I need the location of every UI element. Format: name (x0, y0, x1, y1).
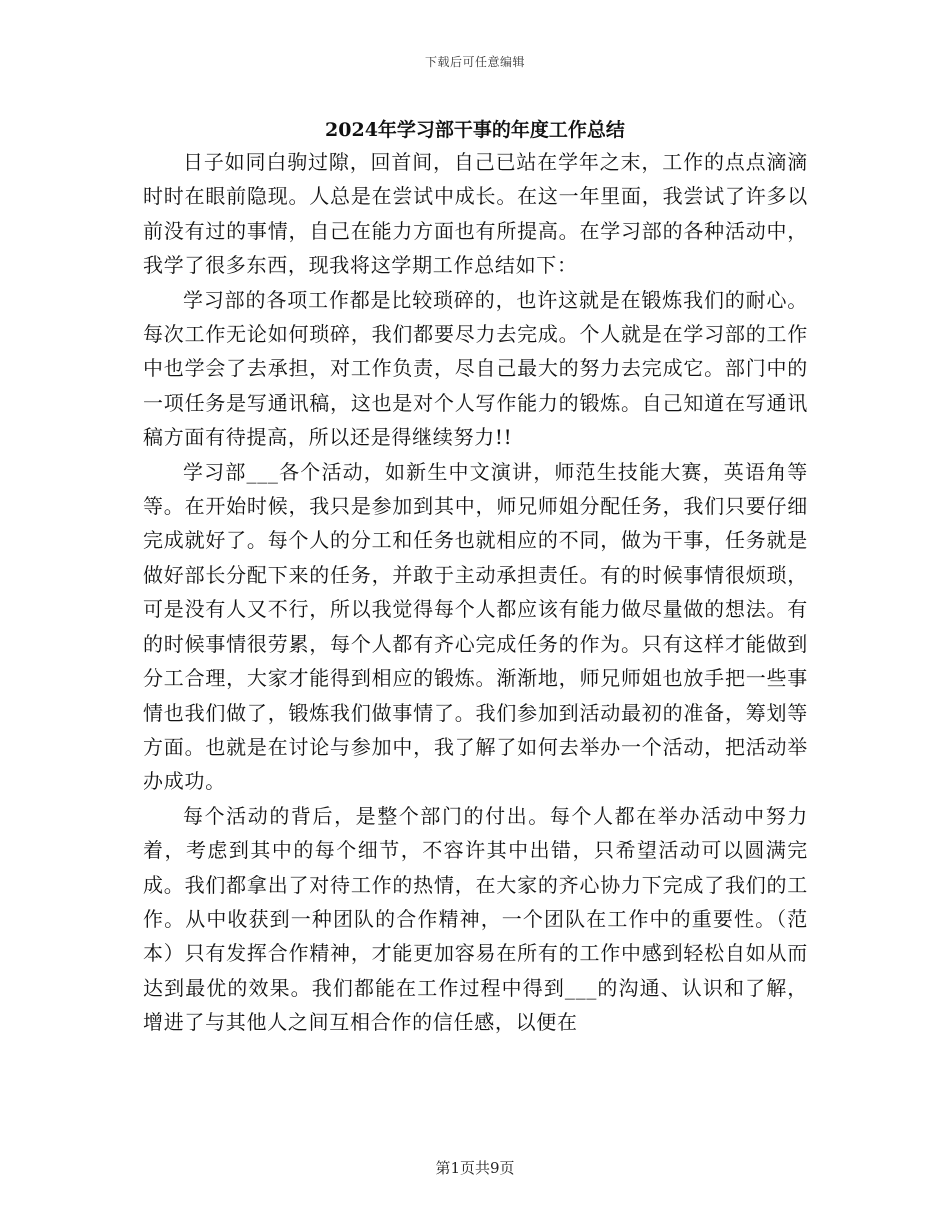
page-number-indicator: 第1页共9页 (435, 1159, 515, 1177)
paragraph-2: 学习部的各项工作都是比较琐碎的，也许这就是在锻炼我们的耐心。每次工作无论如何琐碎，我们都要尽力去完成。个人就是在学习部的工作中也学会了去承担，对工作负责，尽自己最大的努力去完成它。部门中的一项任务是写通讯稿，这也是对个人写作能力的锻炼。自己知道在写通讯稿方面有待提高，所以还是得继续努力!! (143, 287, 808, 450)
document-title: 2024年学习部干事的年度工作总结 (325, 119, 625, 141)
page-header-note: 下载后可任意编辑 (424, 55, 525, 69)
document-body (143, 145, 808, 1040)
paragraph-4: 每个活动的背后，是整个部门的付出。每个人都在举办活动中努力着，考虑到其中的每个细节，不容许其中出错，只希望活动可以圆满完成。我们都拿出了对待工作的热情，在大家的齐心协力下完成了我们的工作。从中收获到一种团队的合作精神，一个团队在工作中的重要性。（范本）只有发挥合作精神，才能更加容易在所有的工作中感到轻松自如从而达到最优的效果。我们都能在工作过程中得到___的沟通、认识和了解，增进了与其他人之间互相合作的信任感，以便在 (143, 803, 808, 1035)
paragraph-3: 学习部___各个活动，如新生中文演讲，师范生技能大赛，英语角等等。在开始时候，我只是参加到其中，师兄师姐分配任务，我们只要仔细完成就好了。每个人的分工和任务也就相应的不同，做为干事，任务就是做好部长分配下来的任务，并敢于主动承担责任。有的时候事情很烦琐，可是没有人又不行，所以我觉得每个人都应该有能力做尽量做的想法。有的时候事情很劳累，每个人都有齐心完成任务的作为。只有这样才能做到分工合理，大家才能得到相应的锻炼。渐渐地，师兄师姐也放手把一些事情也我们做了，锻炼我们做事情了。我们参加到活动最初的准备，筹划等方面。也就是在讨论与参加中，我了解了如何去举办一个活动，把活动举办成功。 (143, 459, 808, 794)
paragraph-1: 日子如同白驹过隙，回首间，自己已站在学年之末，工作的点点滴滴时时在眼前隐现。人总是在尝试中成长。在这一年里面，我尝试了许多以前没有过的事情，自己在能力方面也有所提高。在学习部的各种活动中，我学了很多东西，现我将这学期工作总结如下： (143, 150, 808, 278)
